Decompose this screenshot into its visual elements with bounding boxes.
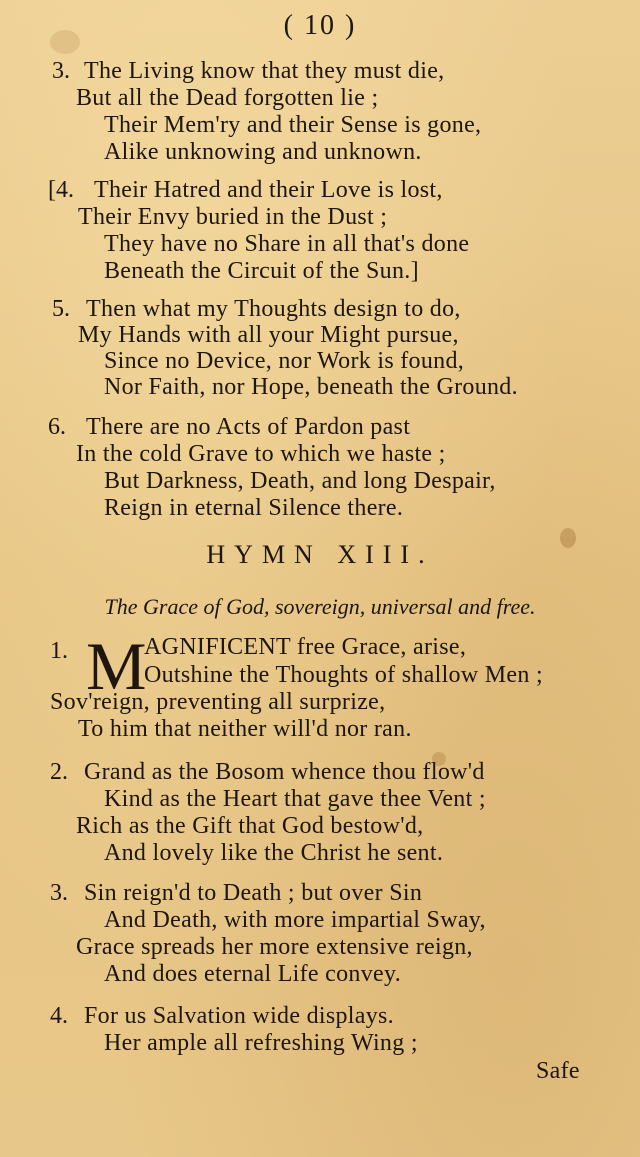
verse-line: Their Hatred and their Love is lost, bbox=[94, 177, 443, 203]
verse-line: Their Mem'ry and their Sense is gone, bbox=[104, 112, 482, 138]
verse-line: Nor Faith, nor Hope, beneath the Ground. bbox=[104, 374, 518, 400]
catchword: Safe bbox=[536, 1058, 580, 1084]
verse-line: In the cold Grave to which we haste ; bbox=[76, 441, 446, 467]
verse-line: But Darkness, Death, and long Despair, bbox=[104, 468, 496, 494]
verse-line: Her ample all refreshing Wing ; bbox=[104, 1030, 418, 1056]
verse-line: There are no Acts of Pardon past bbox=[86, 414, 411, 440]
stanza-number: 5. bbox=[52, 296, 70, 322]
verse-line: My Hands with all your Might pursue, bbox=[78, 322, 459, 348]
verse-line: They have no Share in all that's done bbox=[104, 231, 470, 257]
page-number: ( 10 ) bbox=[283, 10, 357, 41]
verse-line: Sov'reign, preventing all surprize, bbox=[50, 689, 386, 715]
stanza-number: 2. bbox=[50, 759, 68, 785]
verse-line: Their Envy buried in the Dust ; bbox=[78, 204, 388, 230]
verse-line: To him that neither will'd nor ran. bbox=[78, 716, 412, 742]
verse-line: AGNIFICENT free Grace, arise, bbox=[144, 634, 467, 660]
verse-line: Alike unknowing and unknown. bbox=[104, 139, 422, 165]
hymn-title: HYMN XIII. bbox=[206, 540, 434, 569]
verse-line: Rich as the Gift that God bestow'd, bbox=[76, 813, 424, 839]
drop-cap: M bbox=[86, 628, 147, 704]
verse-line: Grand as the Bosom whence thou flow'd bbox=[84, 759, 485, 785]
verse-line: The Living know that they must die, bbox=[84, 58, 445, 84]
verse-line: Then what my Thoughts design to do, bbox=[86, 296, 461, 322]
verse-line: Outshine the Thoughts of shallow Men ; bbox=[144, 662, 543, 688]
verse-line: And does eternal Life convey. bbox=[104, 961, 402, 987]
verse-line: Beneath the Circuit of the Sun.] bbox=[104, 258, 419, 284]
verse-line: Sin reign'd to Death ; but over Sin bbox=[84, 880, 423, 906]
stanza-number: 3. bbox=[52, 58, 70, 84]
verse-line: For us Salvation wide displays. bbox=[84, 1003, 394, 1029]
stanza-number: 3. bbox=[50, 880, 68, 906]
verse-line: Grace spreads her more extensive reign, bbox=[76, 934, 473, 960]
verse-line: Reign in eternal Silence there. bbox=[104, 495, 404, 521]
verse-line: Since no Device, nor Work is found, bbox=[104, 348, 465, 374]
hymn-subtitle: The Grace of God, sovereign, universal and free. bbox=[104, 594, 536, 619]
stanza-number: 4. bbox=[50, 1003, 68, 1029]
verse-line: Kind as the Heart that gave thee Vent ; bbox=[104, 786, 486, 812]
verse-line: But all the Dead forgotten lie ; bbox=[76, 85, 379, 111]
stanza-number: 6. bbox=[48, 414, 66, 440]
verse-line: And lovely like the Christ he sent. bbox=[104, 840, 444, 866]
stanza-number: 1. bbox=[50, 638, 68, 664]
stanza-number: [4. bbox=[48, 177, 74, 203]
verse-line: And Death, with more impartial Sway, bbox=[104, 907, 486, 933]
